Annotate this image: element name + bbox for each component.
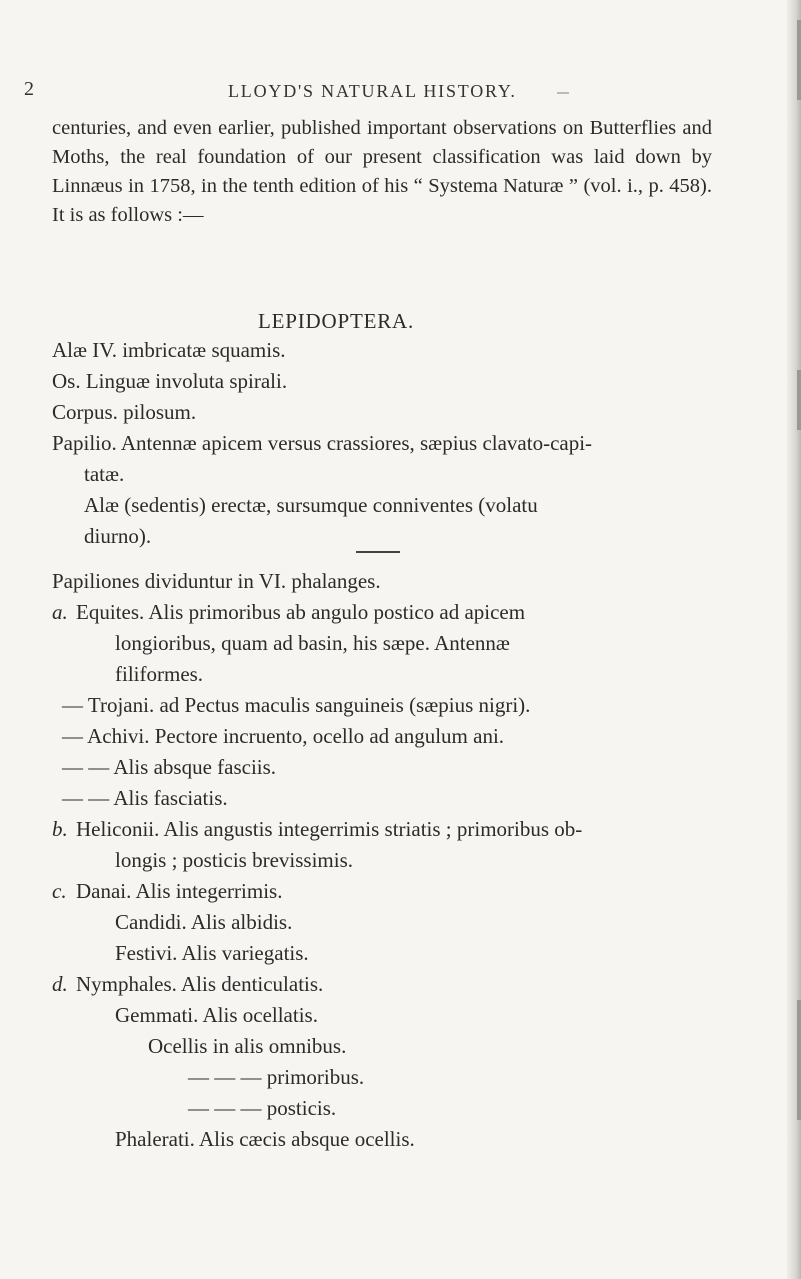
text-line: Festivi. Alis variegatis. [115,941,309,965]
text-line: tatæ. [84,462,125,486]
text-line: longioribus, quam ad basin, his sæpe. Antennæ [115,631,510,655]
text-line: filiformes. [115,662,204,686]
text-line: — Trojani. ad Pectus maculis sanguineis (sæpius nigri). [62,693,531,717]
intro-paragraph: centuries, and even earlier, published important observations on Butterflies and Moths, the real foundation of our present classification was laid down by Linnæus in 1758, in the tenth edition of his “ Systema Naturæ ” (vol. i., p. 458). It is as follows :— [52,117,712,226]
text-line: — — Alis fasciatis. [62,786,228,810]
text-line: Phalerati. Alis cæcis absque ocellis. [115,1127,415,1151]
text-line: Danai. Alis integerrimis. [76,879,283,903]
running-head [228,81,569,102]
running-head-text: LLOYD'S NATURAL HISTORY. [228,81,517,101]
text-line: Nymphales. Alis denticulatis. [76,972,324,996]
list-marker: a. [52,600,68,624]
list-marker: d. [52,972,68,996]
edge-shadow [797,20,801,100]
text-line: Gemmati. Alis ocellatis. [115,1003,318,1027]
text-line: Papilio. Antennæ apicem versus crassiores, sæpius clavato-capi- [52,431,593,455]
edge-shadow [797,370,801,430]
text-line: longis ; posticis brevissimis. [115,848,354,872]
header-mark [557,92,569,94]
text-line: Alæ IV. imbricatæ squamis. [52,338,286,362]
text-line: Heliconii. Alis angustis integerrimis striatis ; primoribus ob- [76,817,583,841]
text-line: Papiliones dividuntur in VI. phalanges. [52,569,381,593]
text-line: — — Alis absque fasciis. [62,755,277,779]
text-line: — — — posticis. [188,1096,337,1120]
text-line: Alæ (sedentis) erectæ, sursumque conniventes (volatu [84,493,538,517]
text-line: diurno). [84,524,152,548]
text-line: — — — primoribus. [188,1065,365,1089]
separator-rule [356,551,400,553]
text-line: Os. Linguæ involuta spirali. [52,369,288,393]
section-heading: LEPIDOPTERA. [258,309,415,333]
text-line: Corpus. pilosum. [52,400,197,424]
text-line: Equites. Alis primoribus ab angulo postico ad apicem [76,600,526,624]
list-marker: c. [52,879,67,903]
text-line: Candidi. Alis albidis. [115,910,293,934]
list-marker: b. [52,817,68,841]
text-line: — Achivi. Pectore incruento, ocello ad angulum ani. [62,724,505,748]
text-line: Ocellis in alis omnibus. [148,1034,347,1058]
edge-shadow [797,1000,801,1120]
page-number: 2 [24,78,34,100]
